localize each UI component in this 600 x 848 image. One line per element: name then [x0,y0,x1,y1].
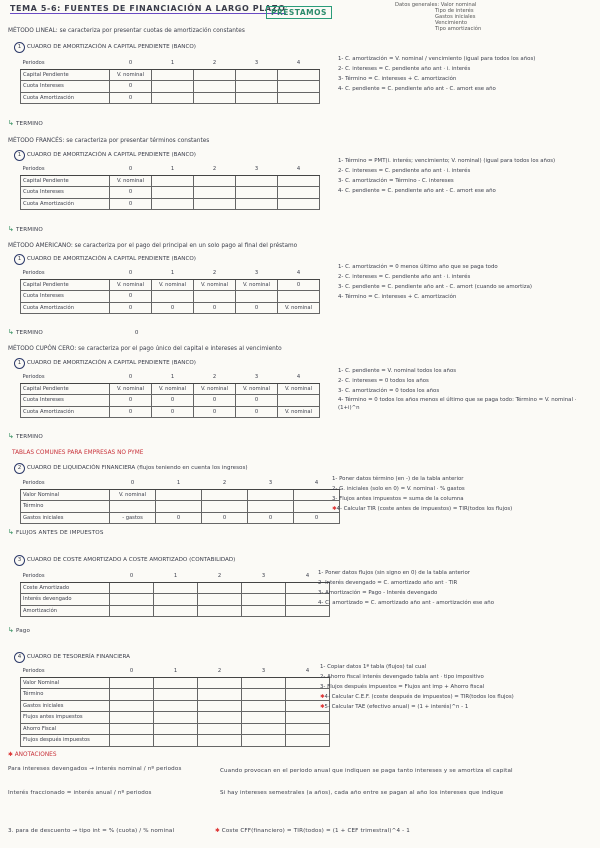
table-cell: Término [21,689,110,701]
table-cell [110,712,154,724]
table-cell: 0 [110,395,152,407]
note-item: Cuando provocan en el periodo anual que indiquen se paga tanto intereses y se amortiza el capital [220,768,513,774]
table-cell [236,92,278,104]
step-item: 3- C. pendiente = C. pendiente año ant - C. amort (cuando se amortiza) [338,284,533,290]
table-cell [194,175,236,187]
step-item: 4- Término = 0 todos los años menos el último que se paga todo: Término = V. nominal · (1+i)^n [338,397,577,411]
table-cell: 0 [110,92,152,104]
table-cell [156,501,202,513]
table-cell: Término [21,501,110,513]
table-cell: 3 [248,478,294,489]
table-title-text: CUADRO DE LIQUIDACIÓN FINANCIERA (flujos teniendo en cuenta los ingresos) [27,465,248,471]
table-cell: Cuota Amortización [21,198,110,210]
table-cell: 1 [152,268,194,279]
table-cell [242,689,286,701]
table-cell [152,198,194,210]
asterisk-icon: ✱ [8,752,13,758]
table-cell: 4 [294,478,340,489]
table-cell: 2 [194,164,236,175]
table-cell [278,198,320,210]
table-cell: Coste Amortizado [21,582,110,594]
step-item: 2- Interés devengado = C. amortizado año ant · TIR [318,580,458,586]
table-cell: V. nominal [278,302,320,314]
step-item: 3- Amortización = Pago - Interés devengado [318,590,438,596]
table-cell [152,81,194,93]
table-cell: 3 [236,164,278,175]
asterisk-icon: ✱ [320,694,325,700]
table-cell: 0 [194,406,236,418]
table-cell [198,677,242,689]
page-title: TEMA 5-6: FUENTES DE FINANCIACIÓN A LARGO PLAZO [10,4,286,13]
table-cell: 3 [242,666,286,677]
table-cell: Ahorro Fiscal [21,723,110,735]
table-cell [198,605,242,617]
table-cell: 0 [110,187,152,199]
table-cell [278,69,320,81]
termino-label: TERMINO [15,121,43,127]
table-cell: 0 [152,406,194,418]
corner-line: Datos generales: Valor nominal [395,2,477,8]
table-cell: 0 [110,478,156,489]
table-cell: 0 [236,406,278,418]
table-cell [236,291,278,303]
table-cell [278,81,320,93]
table-cell: 0 [248,512,294,524]
table-cell: Periodos [21,478,110,489]
table-cell: Flujos antes impuestos [21,712,110,724]
step-item: 1- Copiar datos 1ª tabla (flujos) tal cual [320,664,427,670]
table-cell [152,92,194,104]
step-item: 2- C. intereses = C. pendiente año ant · i. interés [338,66,471,72]
table-title-text: CUADRO DE COSTE AMORTIZADO A COSTE AMORTIZADO (CONTABILIDAD) [27,557,236,563]
table-title-americano [14,254,196,265]
step-item: 3- C. amortización = Término - C. intereses [338,178,454,184]
table-cell [278,187,320,199]
table-cell [110,677,154,689]
table-cell: 0 [236,302,278,314]
table-cell [236,81,278,93]
table-cell: 4 [286,571,330,582]
steps-cupon-cero [338,366,588,412]
table-title-coste-amortizado [14,555,235,566]
notes-heading-text: ANOTACIONES [14,752,57,758]
steps-frances [338,156,555,196]
table-cell [242,723,286,735]
amortization-table-lineal [20,58,320,104]
corner-line: Vencimiento [435,20,468,26]
table-cell: 0 [152,395,194,407]
table-title-liquidacion [14,463,248,474]
table-cell: V. nominal [110,489,156,501]
table-cell [110,594,154,606]
asterisk-icon: ✱ [320,704,325,710]
table-cell: 1 [152,58,194,69]
table-title-text: CUADRO DE AMORTIZACIÓN A CAPITAL PENDIENTE (BANCO) [27,152,196,158]
asterisk-icon: ✱ [215,828,220,834]
table-cell [152,69,194,81]
table-cell: 0 [294,512,340,524]
table-cell [198,582,242,594]
table-cell [194,81,236,93]
table-cell: Interés devengado [21,594,110,606]
section-heading-lineal: MÉTODO LINEAL: se caracteriza por presentar cuotas de amortización constantes [8,28,245,34]
arrow-icon: ↳ [8,328,15,336]
asterisk-icon: ✱ [332,506,337,512]
section-heading-frances: MÉTODO FRANCÉS: se caracteriza por presentar términos constantes [8,138,210,144]
table-cell: 2 [194,58,236,69]
table-title-text: CUADRO DE TESORERÍA FINANCIERA [27,654,130,660]
flujos-row [8,528,104,536]
table-cell [242,735,286,747]
table-cell: V. nominal [194,279,236,291]
section-heading-empresas: TABLAS COMUNES PARA EMPRESAS NO PYME [12,450,144,456]
liquidation-table [20,478,340,524]
step-item: 3- Flujos después impuestos = Flujos ant imp + Ahorro fiscal [320,684,485,690]
table-cell [242,594,286,606]
table-cell: 0 [152,302,194,314]
step-item: 3- Flujos antes impuestos = suma de la columna [332,496,464,502]
table-cell [278,92,320,104]
table-cell [198,712,242,724]
table-cell: 2 [198,666,242,677]
flujos-label: FLUJOS ANTES DE IMPUESTOS [15,530,104,536]
table-cell [202,489,248,501]
table-cell [236,198,278,210]
steps-americano [338,262,532,302]
table-cell: Periodos [21,571,110,582]
note-item: Para intereses devengados → interés nominal / nº periodos [8,766,182,772]
table-cell: 1 [154,571,198,582]
table-cell: 3 [236,58,278,69]
step-number-icon: 2 [14,463,25,474]
table-cell: 0 [202,512,248,524]
table-cell [198,594,242,606]
table-cell [152,187,194,199]
arrow-icon: ↳ [8,225,15,233]
table-cell: 1 [154,666,198,677]
table-cell: 0 [110,302,152,314]
table-cell: 2 [194,372,236,383]
table-cell [194,187,236,199]
table-cell: Cuota Intereses [21,291,110,303]
table-cell: Gastos iniciales [21,512,110,524]
table-cell: V. nominal [110,69,152,81]
table-cell [154,712,198,724]
table-title-cupon-cero [14,358,196,369]
termino-label: TERMINO [15,330,43,336]
table-cell: Cuota Intereses [21,187,110,199]
table-cell: 4 [286,666,330,677]
note-item: Si hay intereses semestrales (a años), cada año entre se pagan al año los intereses que indique [220,790,504,796]
table-title-lineal [14,42,196,53]
step-item [332,504,512,514]
table-cell [152,291,194,303]
termino-row [8,225,43,233]
table-title-frances [14,150,196,161]
pago-label: Pago [15,628,31,634]
table-cell [198,700,242,712]
arrow-icon: ↳ [8,528,15,536]
table-cell [278,175,320,187]
step-item: 4- C. pendiente = C. pendiente año ant - C. amort ese año [338,188,496,194]
step-item: 2- G. iniciales (solo en 0) = V. nominal · % gastos [332,486,465,492]
step-item: 2- C. intereses = 0 todos los años [338,378,429,384]
step-item: 1- C. amortización = 0 menos último año que se paga todo [338,264,498,270]
table-cell [110,689,154,701]
step-item: 3- C. amortización = 0 todos los años [338,388,440,394]
step-item [320,692,514,702]
arrow-icon: ↳ [8,626,15,634]
table-cell [286,712,330,724]
step-number-icon: 3 [14,555,25,566]
table-cell [242,605,286,617]
steps-liquidacion [332,474,512,514]
table-cell: 0 [110,58,152,69]
note-text: Coste CFF(financiero) = TIR(todos) = (1 + CEF trimestral)^4 - 1 [221,828,410,834]
table-cell: V. nominal [194,383,236,395]
table-cell: Capital Pendiente [21,279,110,291]
arrow-icon: ↳ [8,432,15,440]
table-cell: Cuota Amortización [21,92,110,104]
table-cell: 3 [242,571,286,582]
table-cell [278,291,320,303]
table-cell: V. nominal [278,383,320,395]
table-cell [248,489,294,501]
table-cell [198,735,242,747]
table-cell: V. nominal [152,383,194,395]
table-cell: Cuota Amortización [21,302,110,314]
table-cell [154,677,198,689]
step-item: 4- C. amortizado = C. amortizado año ant - amortización ese año [318,600,495,606]
table-cell: 0 [194,395,236,407]
step-item: 3- Término = C. intereses + C. amortización [338,76,457,82]
table-cell: Periodos [21,58,110,69]
step-item: 2- C. intereses = C. pendiente año ant · i. interés [338,168,471,174]
table-cell: V. nominal [152,279,194,291]
table-cell [236,187,278,199]
table-cell: Valor Nominal [21,677,110,689]
section-heading-cupon-cero: MÉTODO CUPÓN CERO: se caracteriza por el pago único del capital e intereses al vencimiento [8,346,282,352]
termino-row [8,328,139,336]
table-cell: 0 [110,666,154,677]
table-cell: V. nominal [110,175,152,187]
table-cell [110,735,154,747]
table-cell [154,582,198,594]
table-cell [110,700,154,712]
amortization-table-cupon-cero [20,372,320,418]
table-cell: 0 [236,395,278,407]
table-title-text: CUADRO DE AMORTIZACIÓN A CAPITAL PENDIENTE (BANCO) [27,256,196,262]
table-cell: 3 [236,268,278,279]
step-item: 4- Término = C. intereses + C. amortización [338,294,457,300]
step-number-icon: 1 [14,358,25,369]
pago-row [8,626,30,634]
amortization-table-frances [20,164,320,210]
table-cell [194,198,236,210]
table-cell: - gastos [110,512,156,524]
table-cell [154,605,198,617]
step-text: 4- Calcular TIR (coste antes de impuestos) = TIR(todos los flujos) [336,506,513,512]
table-cell: Cuota Intereses [21,81,110,93]
table-cell [198,723,242,735]
table-cell [236,69,278,81]
table-cell: 0 [110,81,152,93]
step-item: 1- C. amortización = V. nominal / vencimiento (igual para todos los años) [338,56,536,62]
table-cell [110,723,154,735]
table-cell [154,735,198,747]
table-cell [152,175,194,187]
step-item: 2- C. intereses = C. pendiente año ant · i. interés [338,274,471,280]
table-cell: 0 [110,406,152,418]
table-cell: 1 [152,164,194,175]
table-cell: 1 [152,372,194,383]
topic-badge: PRÉSTAMOS [266,6,332,19]
note-item [215,828,410,834]
table-cell: Periodos [21,372,110,383]
table-cell [202,501,248,513]
step-text: 5- Calcular TAE (efectivo anual) = (1 + interés)^n - 1 [324,704,469,710]
table-cell [236,175,278,187]
step-text: 4- Calcular C.E.F. (coste después de impuestos) = TIR(todos los flujos) [324,694,514,700]
table-cell: Capital Pendiente [21,383,110,395]
table-cell: Cuota Amortización [21,406,110,418]
note-item: Interés fraccionado = interés anual / nº periodos [8,790,152,796]
step-number-icon: 1 [14,254,25,265]
table-cell [278,395,320,407]
table-cell: 3 [236,372,278,383]
section-heading-americano: MÉTODO AMERICANO: se caracteriza por el pago del principal en un solo pago al final del préstamo [8,243,298,249]
table-cell [242,677,286,689]
table-cell: Periodos [21,666,110,677]
table-cell [194,291,236,303]
notes-heading [8,752,57,758]
table-cell [194,69,236,81]
table-cell [286,735,330,747]
table-cell [154,723,198,735]
table-cell: V. nominal [278,406,320,418]
table-cell: 0 [156,512,202,524]
step-item: 1- Término = PMT(i. interés; vencimiento; V. nominal) (igual para todos los años) [338,158,556,164]
table-cell: V. nominal [110,279,152,291]
table-cell: Periodos [21,164,110,175]
steps-tesoreria [320,662,514,712]
steps-lineal [338,54,535,94]
table-cell: 0 [278,279,320,291]
general-data-note [395,2,588,32]
table-cell: 2 [202,478,248,489]
table-cell: 0 [110,291,152,303]
table-cell: 2 [194,268,236,279]
termino-row [8,119,43,127]
table-title-tesoreria [14,652,130,663]
table-cell [110,582,154,594]
termino-row [8,432,43,440]
table-cell: 0 [110,571,154,582]
table-cell [154,594,198,606]
table-cell: 0 [110,268,152,279]
cost-amortized-table [20,571,330,617]
table-cell [154,700,198,712]
table-cell: Capital Pendiente [21,69,110,81]
table-cell: Flujos después impuestos [21,735,110,747]
table-cell: 4 [278,164,320,175]
table-cell: 0 [110,198,152,210]
step-number-icon: 1 [14,42,25,53]
table-cell: 4 [278,372,320,383]
step-item [320,702,514,712]
table-cell: Valor Nominal [21,489,110,501]
treasury-table [20,666,330,747]
step-number-icon: 4 [14,652,25,663]
table-cell: 2 [198,571,242,582]
table-cell [154,689,198,701]
corner-line: Gastos iniciales [435,14,476,20]
step-item: 1- Poner datos flujos (sin signo en 0) de la tabla anterior [318,570,470,576]
table-cell [156,489,202,501]
table-cell: 4 [278,58,320,69]
step-item: 4- C. pendiente = C. pendiente año ant - C. amort ese año [338,86,496,92]
amortization-table-americano [20,268,320,314]
table-cell: Capital Pendiente [21,175,110,187]
table-cell: 1 [156,478,202,489]
termino-label: TERMINO [15,227,43,233]
table-cell: 0 [194,302,236,314]
termino-value: 0 [134,330,139,336]
step-item: 1- C. pendiente = V. nominal todos los años [338,368,457,374]
steps-coste-amortizado [318,568,494,608]
step-number-icon: 1 [14,150,25,161]
termino-label: TERMINO [15,434,43,440]
table-cell: 0 [110,372,152,383]
table-cell [242,700,286,712]
table-title-text: CUADRO DE AMORTIZACIÓN A CAPITAL PENDIENTE (BANCO) [27,44,196,50]
table-cell: V. nominal [236,279,278,291]
table-cell [242,712,286,724]
table-cell: Gastos iniciales [21,700,110,712]
table-cell: V. nominal [236,383,278,395]
table-cell [198,689,242,701]
table-cell [248,501,294,513]
table-cell [286,723,330,735]
arrow-icon: ↳ [8,119,15,127]
table-cell [242,582,286,594]
table-cell [110,605,154,617]
corner-line: Tipo de interés [435,8,474,14]
table-cell [110,501,156,513]
corner-line: Tipo amortización [435,26,482,32]
table-cell: Periodos [21,268,110,279]
table-cell: Cuota Intereses [21,395,110,407]
table-cell: 4 [278,268,320,279]
step-item: 1- Poner datos término (en -) de la tabla anterior [332,476,464,482]
table-cell: Amortización [21,605,110,617]
table-cell: 0 [110,164,152,175]
step-item: 2- Ahorro fiscal interés devengado tabla ant · tipo impositivo [320,674,484,680]
table-cell [194,92,236,104]
table-cell: V. nominal [110,383,152,395]
note-item: 3. para de descuento → tipo int = % (cuota) / % nominal [8,828,175,834]
table-title-text: CUADRO DE AMORTIZACIÓN A CAPITAL PENDIENTE (BANCO) [27,360,196,366]
